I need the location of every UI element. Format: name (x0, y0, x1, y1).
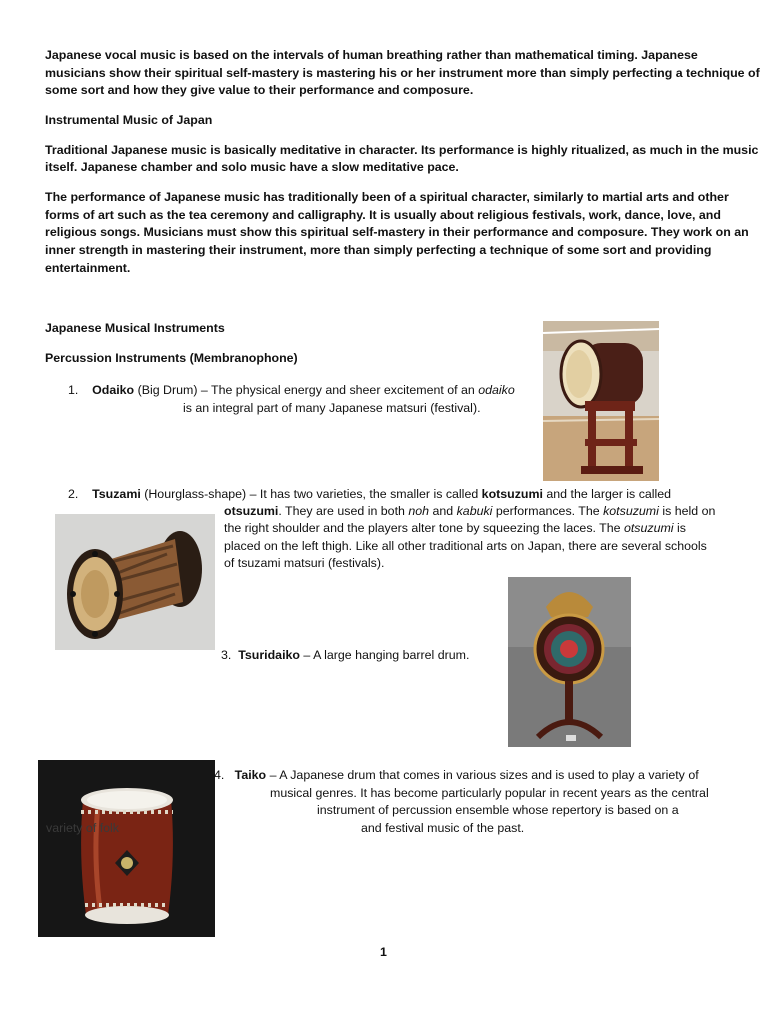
taiko-line-1: – A Japanese drum that comes in various sizes and is used to play a variety of (266, 768, 699, 782)
odaiko-desc: (Big Drum) – The physical energy and sheer excitement of an (134, 383, 479, 397)
odaiko-name: Odaiko (92, 383, 135, 397)
tsuzami-desc-b: and the larger is called (542, 487, 672, 501)
tsuzami-kotsuzumi-it: kotsuzumi (603, 504, 659, 518)
instrumental-heading: Instrumental Music of Japan (45, 113, 213, 127)
tsuridaiko-item (221, 647, 469, 665)
odaiko-italic: odaiko (478, 383, 515, 397)
tsuzami-item (68, 486, 671, 504)
instrumental-para2-line-3: religious songs. Musicians must show this spiritual self-mastery in their performance and composure. They work on an (45, 225, 749, 239)
taiko-item (214, 767, 699, 785)
tsuzami-otsuzumi-it: otsuzumi (623, 521, 674, 535)
intro-line-3: some sort and how they give value to their performance and composure. (45, 83, 474, 97)
intro-line-2: musicians show their spiritual self-mastery is mastering his or her instrument more than simply perfecting a technique of (45, 66, 760, 80)
tsuzami-line-5: of tsuzami matsuri (festivals). (224, 556, 385, 570)
tsuzami-noh: noh (408, 504, 430, 518)
odaiko-number: 1. (68, 383, 79, 397)
tsuzami-and: and (429, 504, 457, 518)
instrumental-para2-line-1: The performance of Japanese music has traditionally been of a spiritual character, similarly to martial arts and other (45, 190, 729, 204)
tsuzami-number: 2. (68, 487, 79, 501)
taiko-line-2: musical genres. It has become particularly popular in recent years as the central (270, 786, 709, 800)
instrumental-para1-line-1: Traditional Japanese music is basically meditative in character. Its performance is highly ritualized, as much in the music (45, 143, 759, 157)
instruments-heading: Japanese Musical Instruments (45, 321, 225, 335)
tsuzami-l3a: the right shoulder and the players alter tone by squeezing the laces. The (224, 521, 624, 535)
instrumental-para2-line-5: entertainment. (45, 261, 131, 275)
instrumental-para2-line-2: forms of art such as the tea ceremony and calligraphy. It is usually about religious festivals, work, dance, love, and (45, 208, 721, 222)
tsuridaiko-desc: – A large hanging barrel drum. (299, 648, 470, 662)
taiko-line-4: and festival music of the past. (361, 821, 525, 835)
odaiko-line-2: is an integral part of many Japanese matsuri (festival). (183, 401, 481, 415)
tsuzami-line-4: placed on the left thigh. Like all other traditional arts on Japan, there are several schools (224, 539, 707, 553)
tsuzami-otsuzumi: otsuzumi (224, 504, 279, 518)
tsuzami-l2a: . They are used in both (278, 504, 409, 518)
tsuzami-kabuki: kabuki (456, 504, 493, 518)
odaiko-item (68, 382, 515, 400)
tsuzami-l3b: is (673, 521, 686, 535)
instrumental-para2-line-4: inner strength in mastering their instrument, more than simply perfecting a technique of some sort and providing (45, 243, 712, 257)
taiko-drum-image (38, 760, 215, 937)
odaiko-drum-image (543, 321, 659, 481)
tsuzami-line-2 (224, 503, 715, 521)
intro-line-1: Japanese vocal music is based on the intervals of human breathing rather than mathematical timing. Japanese (45, 48, 698, 62)
taiko-name: Taiko (234, 768, 267, 782)
instrumental-para1-line-2: itself. Japanese chamber and solo music have a slow meditative pace. (45, 160, 459, 174)
tsuridaiko-name: Tsuridaiko (238, 648, 300, 662)
tsuzami-line-3 (224, 520, 686, 538)
tsuzami-l2c: is held on (658, 504, 716, 518)
tsuridaiko-number: 3. (221, 648, 232, 662)
tsuzumi-drum-image (55, 514, 215, 650)
taiko-number: 4. (214, 768, 225, 782)
page-number: 1 (380, 945, 387, 959)
tsuzami-l2b: performances. The (492, 504, 604, 518)
tsuzami-desc: (Hourglass-shape) – It has two varieties, the smaller is called (140, 487, 482, 501)
percussion-subheading: Percussion Instruments (Membranophone) (45, 351, 298, 365)
tsuzami-kotsuzumi: kotsuzumi (481, 487, 543, 501)
tsuzami-name: Tsuzami (92, 487, 141, 501)
taiko-line-3: instrument of percussion ensemble whose repertory is based on a (317, 803, 679, 817)
tsuridaiko-drum-image (508, 577, 631, 747)
taiko-overlay-text: variety of folk (46, 821, 119, 835)
